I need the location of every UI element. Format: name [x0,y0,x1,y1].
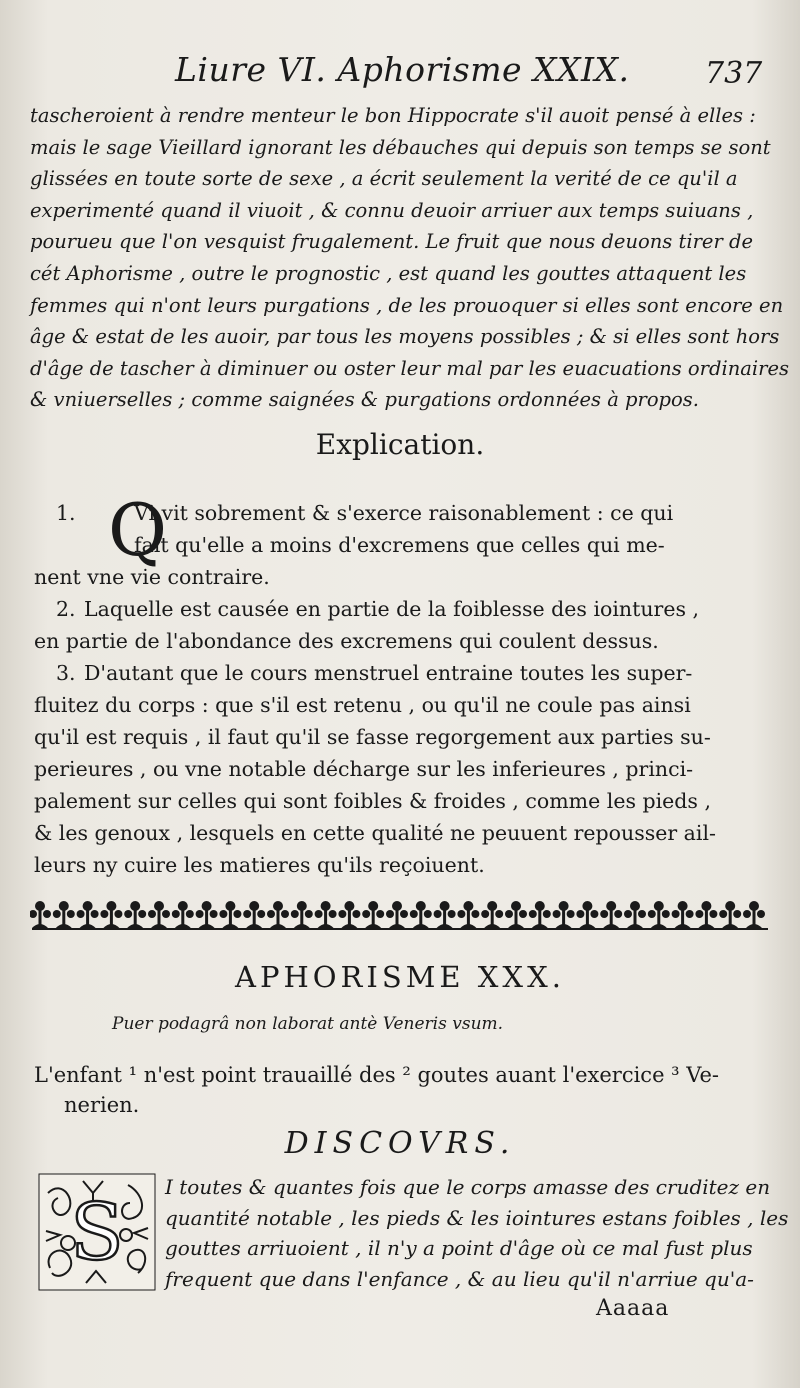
catchword: Aaaaa [596,1296,670,1321]
commentary-line: cét Aphorisme , outre le prognostic , est quand les gouttes attaquent les [30,261,747,285]
fleuron-ornament [362,901,384,928]
fleuron-ornament [100,901,122,928]
fleuron-ornament [553,901,575,928]
commentary-line: femmes qui n'ont leurs purgations , de les prouoquer si elles sont encore en [30,293,784,317]
commentary-line: pourueu que l'on vesquist frugalement. Le fruit que nous deuons tirer de [30,230,753,254]
explication-text: Laquelle est causée en partie de la foiblesse des iointures , [84,597,700,621]
note-number: 2. [56,597,76,621]
latin-aphorism: Puer podagrâ non laborat antè Veneris vsum. [112,1014,504,1034]
fleuron-ornament [267,901,289,928]
fleuron-ornament [672,901,694,928]
aphorism-translation [34,1060,774,1120]
explication-line: fait qu'elle a moins d'excremens que celles qui me- [134,533,665,557]
discours-line: I toutes & quantes fois que le corps amasse des cruditez en [165,1175,771,1199]
fleuron-ornament [315,901,337,928]
commentary-continued [30,100,790,416]
fleuron-ornament [576,901,598,928]
fleuron-ornament [172,901,194,928]
fleuron-ornament [600,901,622,928]
fleuron-ornament [148,901,170,928]
fleuron-ornament [648,901,670,928]
explication-text: D'autant que le cours menstruel entraine toutes les super- [84,661,693,685]
aphorism-title: APHORISME XXX. [235,960,565,994]
explication-line: en partie de l'abondance des excremens qui coulent dessus. [34,629,659,653]
fleuron-ornament [624,901,646,928]
fleuron-ornament [719,901,741,928]
commentary-line: experimenté quand il viuoit , & connu deuoir arriuer aux temps suiuans , [30,198,754,222]
commentary-line: glissées en toute sorte de sexe , a écrit seulement la verité de ce qu'il a [30,167,738,191]
explication-line [30,593,770,625]
explication-body [30,488,770,881]
translation-line: nerien. [64,1093,140,1117]
fleuron-ornament [434,901,456,928]
commentary-line: mais le sage Vieillard ignorant les débauches qui depuis son temps se sont [30,135,771,159]
fleuron-ornament [243,901,265,928]
fleuron-ornament [30,901,51,928]
fleuron-ornament [77,901,99,928]
fleuron-ornament [410,901,432,928]
explication-heading: Explication. [315,428,485,461]
commentary-line: & vniuerselles ; comme saignées & purgations ordonnées à propos. [30,388,699,412]
discours-line: quantité notable , les pieds & les iointures estans foibles , les [165,1205,789,1230]
running-title: Liure VI. Aphorisme XXIX. [175,50,630,89]
fleuron-ornament [743,901,765,928]
fleuron-ornament [529,901,551,928]
fleuron-ornament [505,901,527,928]
fleuron-ornament [219,901,241,928]
explication-text: Vi vit sobrement & s'exerce raisonablement : ce qui [134,501,674,525]
explication-line: perieures , ou vne notable décharge sur les inferieures , princi- [34,757,694,781]
explication-line: qu'il est requis , il faut qu'il se fasse regorgement aux parties su- [34,725,711,749]
explication-line [30,657,770,689]
ornate-drop-cap [38,1173,156,1291]
note-number: 3. [56,661,76,685]
discours-line: frequent que dans l'enfance , & au lieu qu'il n'arriue qu'a- [165,1266,754,1291]
page-number: 737 [705,56,763,91]
explication-line: palement sur celles qui sont foibles & froides , comme les pieds , [34,789,711,813]
fleuron-ornament [124,901,146,928]
discours-line: gouttes arriuoient , il n'y a point d'âge où ce mal fust plus [165,1236,753,1260]
discours-body [165,1172,789,1294]
fleuron-ornament [53,901,75,928]
fleuron-ornament [481,901,503,928]
fleuron-ornament [291,901,313,928]
commentary-line: d'âge de tascher à diminuer ou oster leur mal par les euacuations ordinaires [30,356,790,380]
explication-line: & les genoux , lesquels en cette qualité ne peuuent repousser ail- [34,821,716,845]
commentary-line: tascheroient à rendre menteur le bon Hippocrate s'il auoit pensé à elles : [30,104,756,127]
fleuron-ornament [457,901,479,928]
explication-line: fluitez du corps : que s'il est retenu , ou qu'il ne coule pas ainsi [34,693,691,717]
drop-letter: Q [108,488,168,572]
drop-cap-letter: S [70,1188,124,1278]
commentary-line: âge & estat de les auoir, par tous les moyens possibles ; & si elles sont hors [30,325,780,349]
explication-line: nent vne vie contraire. [34,565,270,589]
translation-line: L'enfant ¹ n'est point trauaillé des ² goutes auant l'exercice ³ Ve- [34,1063,720,1087]
fleuron-ornament [196,901,218,928]
discours-heading: DISCOVRS. [284,1126,516,1161]
fleuron-ornament [695,901,717,928]
note-number: 1. [56,501,76,525]
fleuron-border [30,896,770,936]
explication-line: leurs ny cuire les matieres qu'ils reçoiuent. [34,853,485,877]
page-header [0,50,800,96]
fleuron-ornament [338,901,360,928]
fleuron-ornament [386,901,408,928]
